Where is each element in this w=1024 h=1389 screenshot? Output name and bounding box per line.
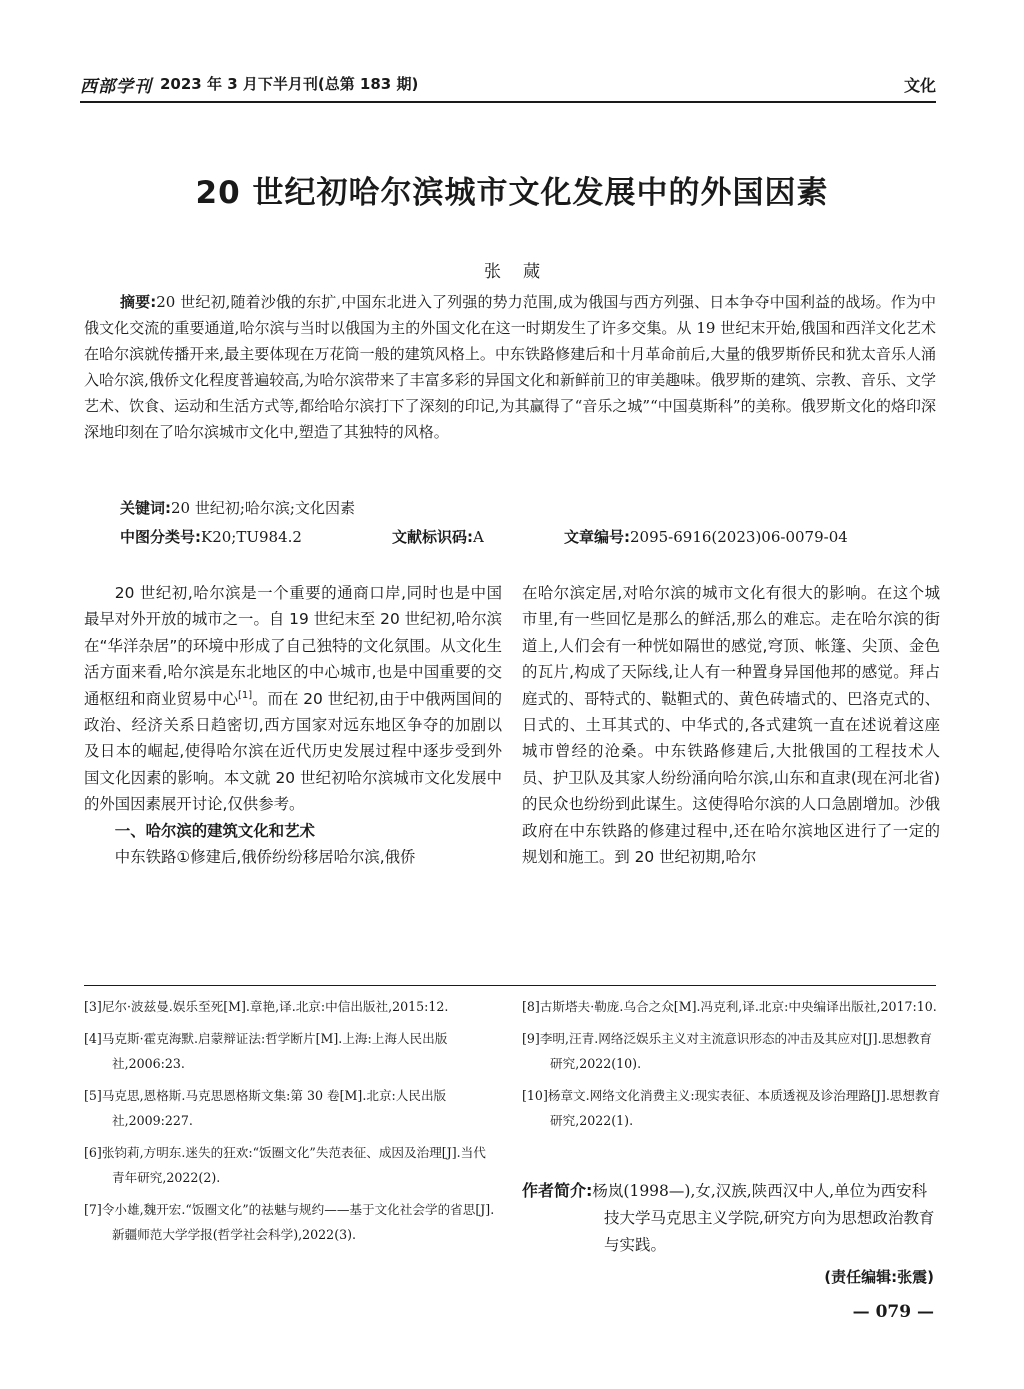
references-right — [522, 994, 942, 1140]
reference-item: [5]马克思,恩格斯.马克思恩格斯文集:第 30 卷[M].北京:人民出版社,2009:227. — [84, 1088, 447, 1128]
running-header — [80, 70, 936, 100]
references-divider — [84, 985, 936, 986]
abstract-label: 摘要: — [120, 293, 157, 311]
paragraph-text: 。而在 20 世纪初,由于中俄两国间的政治、经济关系日趋密切,西方国家对远东地区争夺的加剧以及日本的崛起,使得哈尔滨在近代历史发展过程中逐步受到外国文化因素的影响。本文就 20 世纪初哈尔滨城市文化发展中的外国因素展开讨论,仅供参考。 — [84, 689, 502, 814]
keywords — [120, 497, 936, 518]
section-heading: 一、哈尔滨的建筑文化和艺术 — [114, 821, 315, 840]
abstract — [84, 289, 936, 445]
doc-code-value: A — [473, 528, 484, 546]
article-number-value: 2095-6916(2023)06-0079-04 — [630, 528, 848, 546]
author-name: 张蒇 — [484, 262, 562, 282]
responsible-editor: (责任编辑:张震) — [824, 1268, 934, 1286]
reference-item: [7]令小雄,魏开宏.“饭圈文化”的祛魅与规约——基于文化社会学的省思[J].新疆师范大学学报(哲学社会科学),2022(3). — [84, 1202, 495, 1242]
paragraph-text: 中东铁路 — [114, 848, 177, 867]
reference-item: [6]张钧莉,方明东.迷失的狂欢:“饭圈文化”失范表征、成因及治理[J].当代青年研究,2022(2). — [84, 1145, 486, 1185]
header-divider — [80, 101, 936, 103]
doc-code-label: 文献标识码: — [392, 528, 473, 546]
abstract-text: 20 世纪初,随着沙俄的东扩,中国东北进入了列强的势力范围,成为俄国与西方列强、日本争夺中国利益的战场。作为中俄文化交流的重要通道,哈尔滨与当时以俄国为主的外国文化在这一时期发生了许多交集。从 19 世纪末开始,俄国和西洋文化艺术在哈尔滨就传播开来,最主要体现在万花筒一般的建筑风格上。中东铁路修建后和十月革命前后,大量的俄罗斯侨民和犹太音乐人涌入哈尔滨,俄侨文化程度普遍较高,为哈尔滨带来了丰富多彩的异国文化和新鲜前卫的审美趣味。俄罗斯的建筑、宗教、音乐、文学艺术、饮食、运动和生活方式等,都给哈尔滨打下了深刻的印记,为其赢得了“音乐之城”“中国莫斯科”的美称。俄罗斯文化的烙印深深地印刻在了哈尔滨城市文化中,塑造了其独特的风格。 — [84, 293, 937, 441]
body-paragraph: 在哈尔滨定居,对哈尔滨的城市文化有很大的影响。在这个城市里,有一些回忆是那么的鲜活,那么的难忘。走在哈尔滨的街道上,人们会有一种恍如隔世的感觉,穹顶、帐篷、尖顶、金色的瓦片,构成了天际线,让人有一种置身异国他邦的感觉。拜占庭式的、哥特式的、鞑靼式的、黄色砖墙式的、巴洛克式的、日式的、土耳其式的、中华式的,各式建筑一直在述说着这座城市曾经的沧桑。中东铁路修建后,大批俄国的工程技术人员、护卫队及其家人纷纷涌向哈尔滨,山东和直隶(现在河北省)的民众也纷纷到此谋生。这使得哈尔滨的人口急剧增加。沙俄政府在中东铁路的修建过程中,还在哈尔滨地区进行了一定的规划和施工。到 20 世纪初期,哈尔 — [522, 584, 940, 867]
body-column-left — [84, 580, 502, 870]
author-bio — [522, 1177, 940, 1259]
keywords-label: 关键词: — [120, 499, 171, 517]
reference-item: [4]马克斯·霍克海默.启蒙辩证法:哲学断片[M].上海:上海人民出版社,2006:23. — [84, 1031, 448, 1071]
body-column-right — [522, 580, 940, 870]
article-number-label: 文章编号: — [564, 528, 630, 546]
author-bio-label: 作者简介: — [522, 1181, 593, 1200]
journal-logo: 西部学刊 — [80, 77, 152, 97]
footnote-marker: ① — [176, 848, 191, 867]
page-number: — 079 — — [852, 1302, 934, 1322]
author-bio-text: 杨岚(1998—),女,汉族,陕西汉中人,单位为西安科技大学马克思主义学院,研究方向为思想政治教育与实践。 — [592, 1182, 935, 1254]
reference-item: [3]尼尔·波兹曼.娱乐至死[M].章艳,译.北京:中信出版社,2015:12. — [84, 999, 449, 1014]
section-name: 文化 — [903, 76, 936, 95]
references-left — [84, 994, 498, 1254]
clc-value: K20;TU984.2 — [201, 528, 302, 546]
reference-item: [8]古斯塔夫·勒庞.乌合之众[M].冯克利,译.北京:中央编译出版社,2017:10. — [522, 999, 937, 1014]
paragraph-text: 20 世纪初,哈尔滨是一个重要的通商口岸,同时也是中国最早对外开放的城市之一。自 19 世纪末至 20 世纪初,哈尔滨在“华洋杂居”的环境中形成了自己独特的文化氛围。从文化生活方面来看,哈尔滨是东北地区的中心城市,也是中国重要的交通枢纽和商业贸易中心 — [84, 584, 502, 708]
issue-info: 2023 年 3 月下半月刊(总第 183 期) — [160, 75, 419, 93]
body-paragraph — [84, 844, 502, 870]
citation-ref: [1] — [237, 689, 253, 701]
classification-line — [120, 526, 936, 547]
article-title: 20 世纪初哈尔滨城市文化发展中的外国因素 — [195, 175, 829, 211]
paragraph-text: 修建后,俄侨纷纷移居哈尔滨,俄侨 — [190, 848, 416, 867]
clc-label: 中图分类号: — [120, 528, 201, 546]
body-paragraph — [84, 580, 502, 818]
keywords-text: 20 世纪初;哈尔滨;文化因素 — [171, 499, 355, 517]
reference-item: [10]杨章文.网络文化消费主义:现实表征、本质透视及诊治理路[J].思想教育研究,2022(1). — [522, 1088, 941, 1128]
reference-item: [9]李明,汪青.网络泛娱乐主义对主流意识形态的冲击及其应对[J].思想教育研究,2022(10). — [522, 1031, 932, 1071]
